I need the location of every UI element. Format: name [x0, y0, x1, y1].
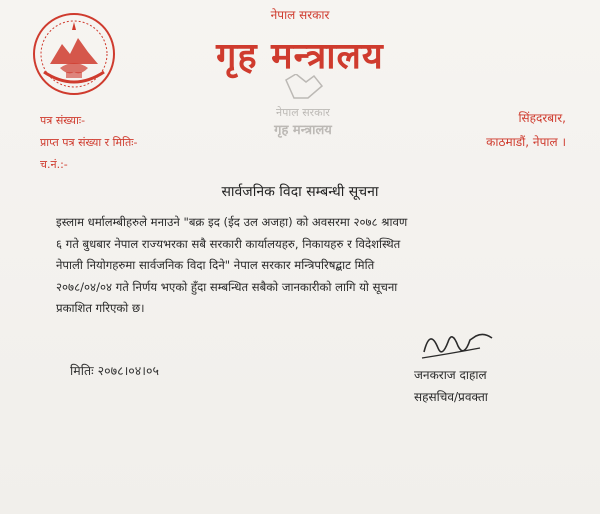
stamp-text-top: नेपाल सरकार: [276, 106, 330, 119]
notice-body-line: प्रकाशित गरिएको छ।: [56, 301, 145, 315]
handwritten-signature: [418, 318, 498, 364]
dispatch-number-label: च.नं.:-: [40, 158, 68, 171]
stamp-text-bottom: गृह मन्त्रालय: [274, 123, 332, 138]
notice-body-line: नेपाली नियोगहरुमा सार्वजनिक विदा दिने" नेपाल सरकार मन्त्रिपरिषद्बाट मिति: [56, 258, 375, 272]
notice-body-line: इस्लाम धर्मालम्बीहरुले मनाउने "बक्र इद (ईद उल अजहा) को अवसरमा २०७८ श्रावण: [56, 215, 408, 229]
notice-subject: सार्वजनिक विदा सम्बन्धी सूचना: [221, 184, 379, 200]
letter-number-label: पत्र संख्याः-: [40, 114, 86, 127]
notice-body-line: ६ गते बुधबार नेपाल राज्यभरका सबै सरकारी कार्यालयहरु, निकायहरु र विदेशस्थित: [56, 236, 401, 251]
reference-block: [40, 110, 137, 176]
location-line-2: काठमाडौं, नेपाल ।: [486, 135, 566, 149]
notice-body-line: २०७८/०४/०४ गते निर्णय भएको हुँदा सम्बन्धित सबैको जानकारीको लागि यो सूचना: [56, 279, 398, 294]
signer-name: जनकराज दाहाल: [414, 368, 487, 382]
signer-block: [414, 364, 488, 408]
ministry-name: गृह मन्त्रालय: [216, 36, 384, 77]
signer-title: सहसचिव/प्रवक्ता: [414, 390, 488, 404]
received-letter-label: प्राप्त पत्र संख्या र मितिः-: [40, 136, 138, 149]
location-line-1: सिंहदरबार,: [518, 111, 566, 125]
notice-date: मितिः २०७८।०४।०५: [70, 363, 160, 378]
location-block: [486, 106, 566, 154]
government-name: नेपाल सरकार: [270, 8, 330, 22]
ministry-watermark-stamp: [248, 74, 358, 142]
notice-body: [56, 212, 566, 320]
